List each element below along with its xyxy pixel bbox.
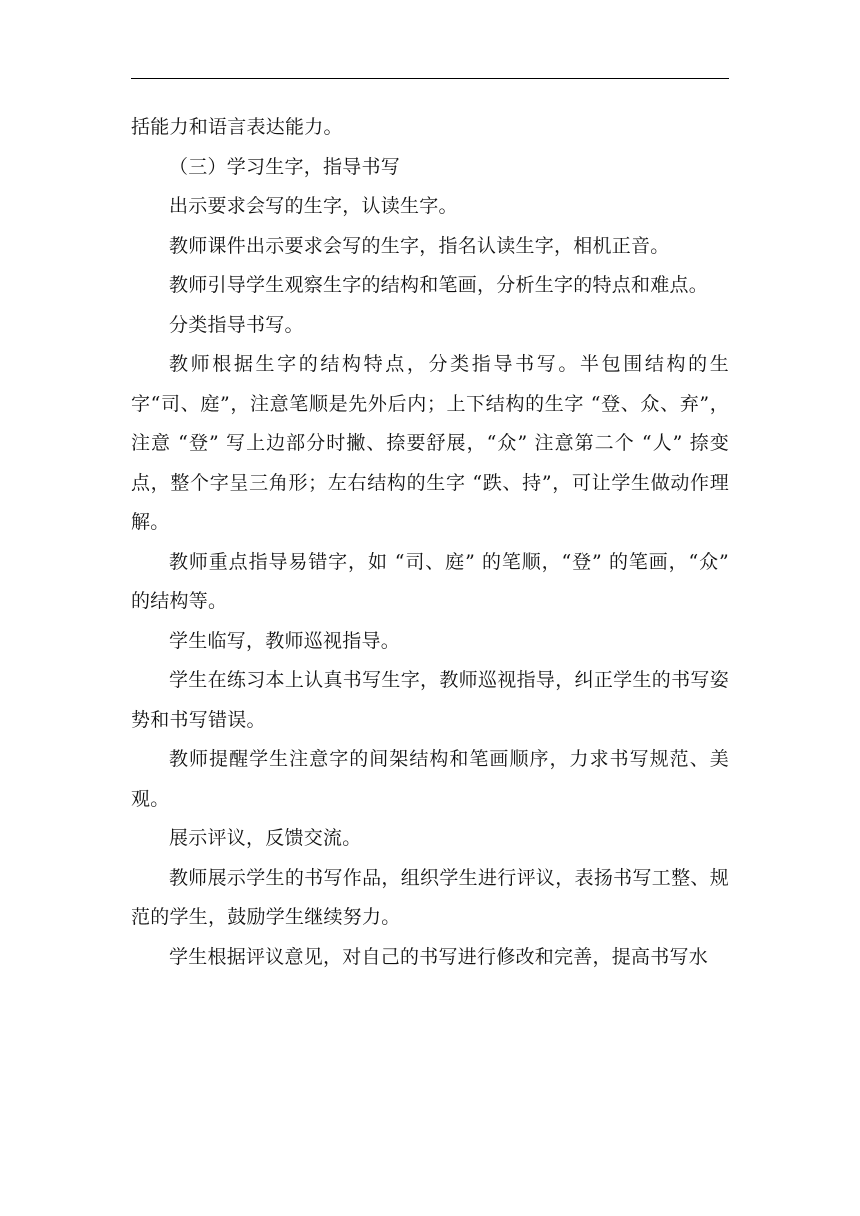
paragraph: 学生在练习本上认真书写生字，教师巡视指导，纠正学生的书写姿势和书写错误。 [131,669,729,731]
paragraph: 教师引导学生观察生字的结构和笔画，分析生字的特点和难点。 [169,274,709,296]
paragraph: 括能力和语言表达能力。 [131,116,343,138]
paragraph: 教师重点指导易错字，如 “司、庭” 的笔顺，“登” 的笔画，“众” 的结构等。 [131,550,729,612]
paragraph: 展示评议，反馈交流。 [169,827,362,849]
paragraph: 教师提醒学生注意字的间架结构和笔画顺序，力求书写规范、美观。 [131,748,729,810]
section-heading: （三）学习生字，指导书写 [169,155,401,178]
paragraph: 教师课件出示要求会写的生字，指名认读生字，相机正音。 [169,234,670,257]
paragraph: 学生临写，教师巡视指导。 [169,629,401,652]
header-rule [131,78,729,79]
paragraph: 教师展示学生的书写作品，组织学生进行评议，表扬书写工整、规范的学生，鼓励学生继续努力。 [131,866,729,928]
paragraph: 教师根据生字的结构特点，分类指导书写。半包围结构的生字“司、庭”，注意笔顺是先外后内；上下结构的生字 “登、众、弃”，注意 “登” 写上边部分时撇、捺要舒展，“众” 注意第二个 “人” 捺变点，整个字呈三角形；左右结构的生字 “跌、持”，可让学生做动作理解。 [131,353,729,533]
paragraph: 出示要求会写的生字，认读生字。 [169,195,458,217]
paragraph: 分类指导书写。 [169,313,304,336]
document-body [131,108,729,977]
paragraph: 学生根据评议意见，对自己的书写进行修改和完善，提高书写水 [169,945,709,968]
